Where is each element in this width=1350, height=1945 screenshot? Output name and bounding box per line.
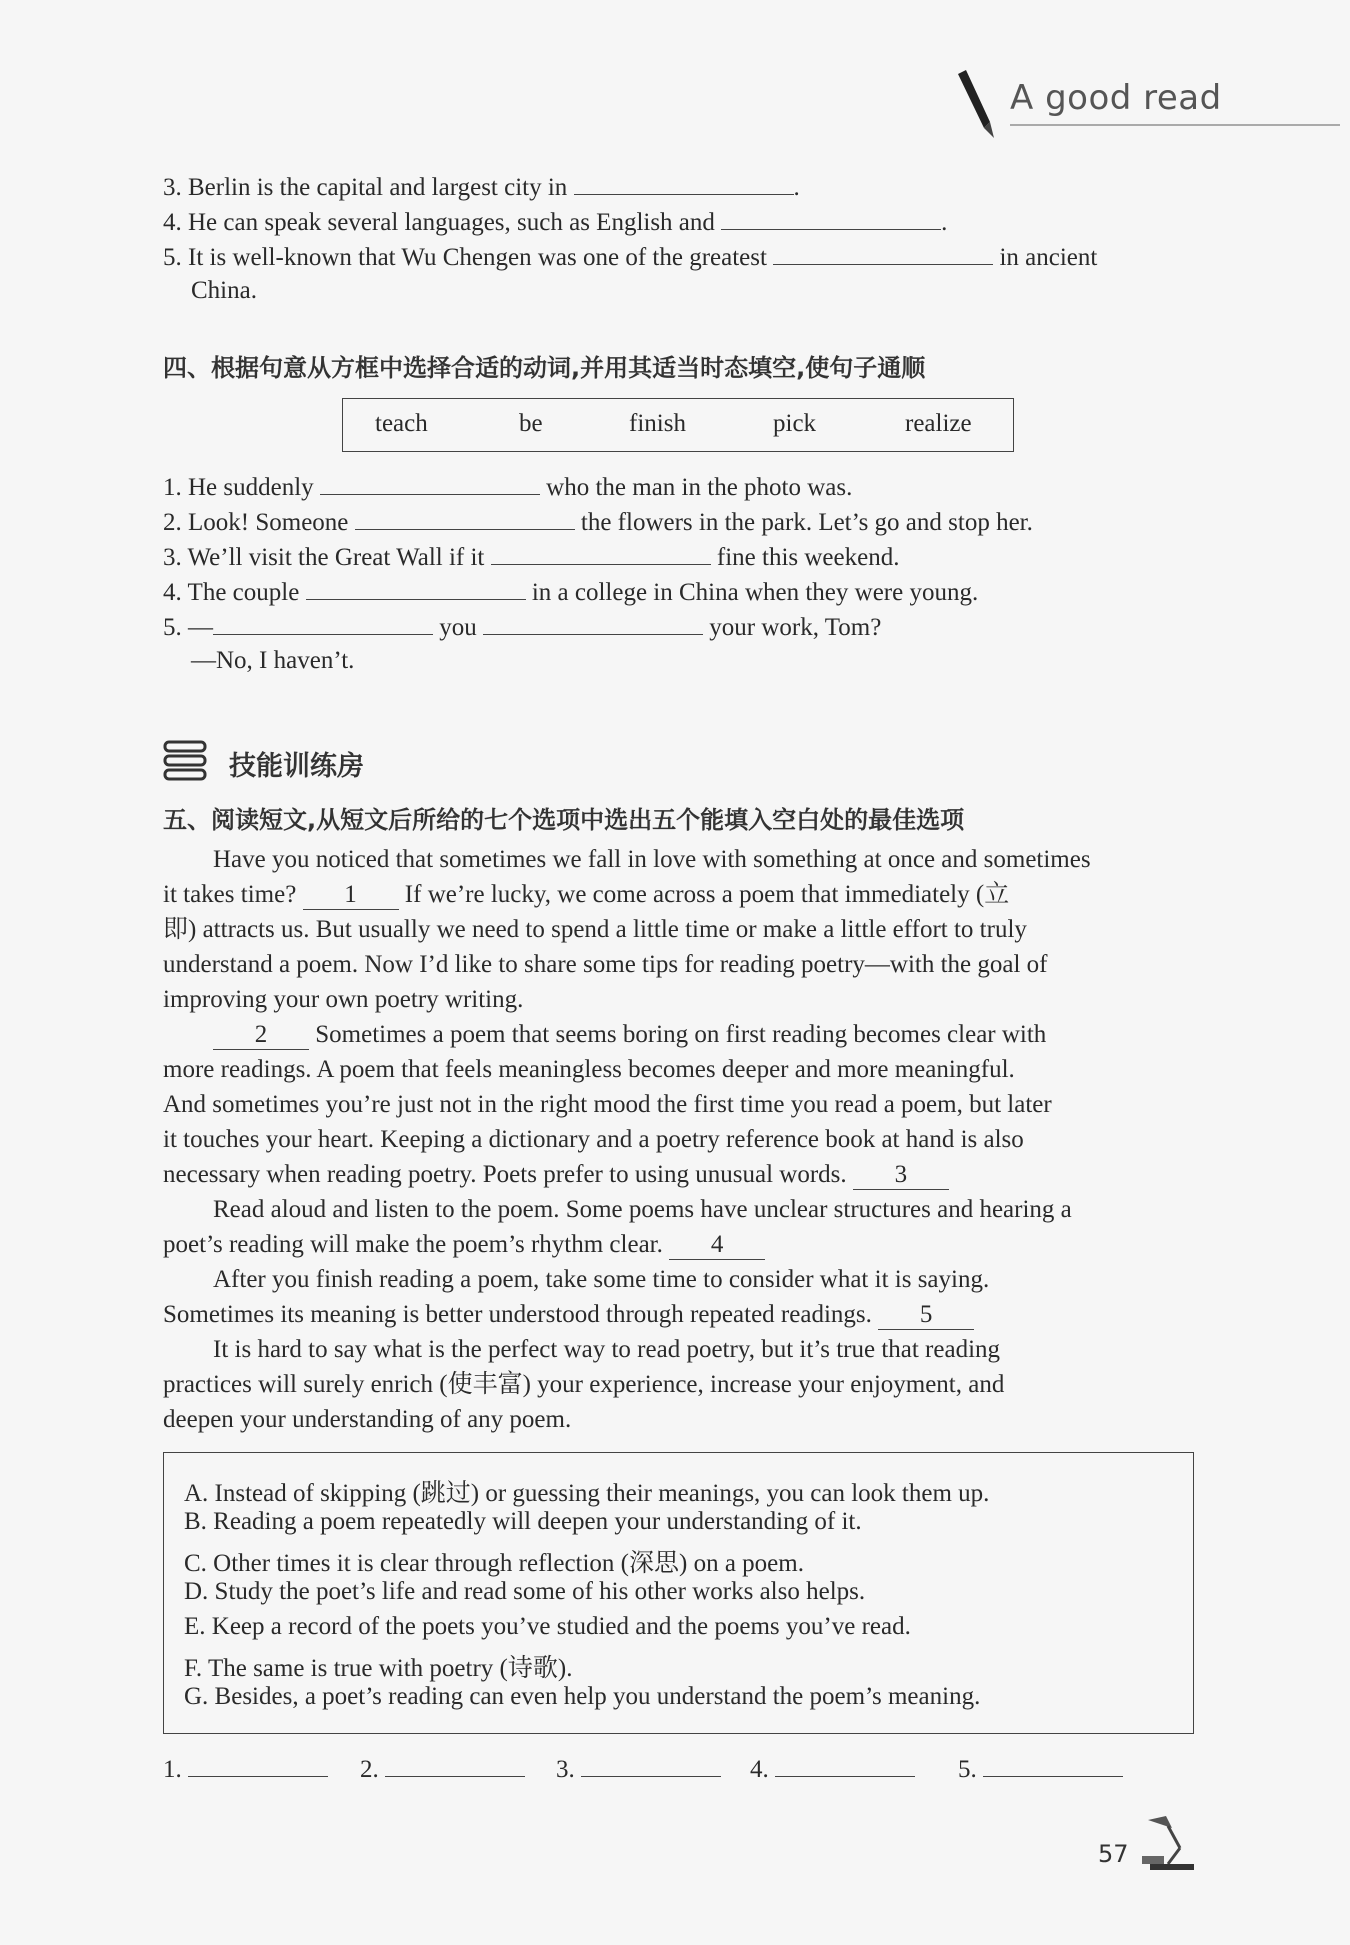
word-option: be	[519, 410, 543, 437]
answer-blank[interactable]	[983, 1750, 1123, 1777]
part4-title: 四、根据句意从方框中选择合适的动词,并用其适当时态填空,使句子通顺	[163, 354, 926, 382]
page-header	[950, 70, 1340, 130]
passage-line: it touches your heart. Keeping a dictionary and a poetry reference book at hand is also	[163, 1126, 1024, 1153]
answer-slot-5: 5.	[958, 1750, 1123, 1784]
header-rule	[1010, 124, 1340, 126]
answer-blank[interactable]	[491, 538, 711, 565]
passage-blank-1[interactable]: 1	[303, 881, 399, 910]
passage-line: it takes time? 1 If we’re lucky, we come across a poem that immediately (立	[163, 881, 1010, 908]
passage-line: Have you noticed that sometimes we fall in love with something at once and sometimes	[213, 846, 1091, 873]
option-d: D. Study the poet’s life and read some of his other works also helps.	[184, 1578, 866, 1605]
answer-blank[interactable]	[355, 503, 575, 530]
desk-lamp-icon	[1138, 1812, 1198, 1874]
answer-blank[interactable]	[773, 238, 993, 265]
word-option: teach	[375, 410, 428, 437]
skills-title: 技能训练房	[229, 751, 364, 782]
answer-slot-2: 2.	[360, 1750, 525, 1784]
passage-line: 2 Sometimes a poem that seems boring on first reading becomes clear with	[163, 1017, 1193, 1052]
answer-blank[interactable]	[483, 608, 703, 635]
word-box	[342, 398, 1014, 452]
option-f: F. The same is true with poetry (诗歌).	[184, 1655, 573, 1682]
part4-sentence-5: 5. — you your work, Tom?	[163, 608, 881, 645]
passage	[163, 842, 1193, 1437]
option-e: E. Keep a record of the poets you’ve studied and the poems you’ve read.	[184, 1613, 911, 1640]
answer-blank[interactable]	[320, 468, 540, 495]
header-title: A good read	[1010, 78, 1222, 118]
part4-sentence-3: 3. We’ll visit the Great Wall if it fine this weekend.	[163, 538, 899, 575]
word-option: finish	[629, 410, 686, 437]
answer-blank[interactable]	[574, 168, 794, 195]
answer-blank[interactable]	[188, 1750, 328, 1777]
pen-icon	[950, 70, 1010, 140]
passage-blank-4[interactable]: 4	[669, 1231, 765, 1260]
answer-slot-3: 3.	[556, 1750, 721, 1784]
part4-sentence-2: 2. Look! Someone the flowers in the park. Let’s go and stop her.	[163, 503, 1033, 540]
part4-sentence-4: 4. The couple in a college in China when they were young.	[163, 573, 978, 610]
passage-line: necessary when reading poetry. Poets prefer to using unusual words. 3	[163, 1157, 1193, 1192]
answer-slot-1: 1.	[163, 1750, 328, 1784]
answer-blank[interactable]	[775, 1750, 915, 1777]
passage-line: And sometimes you’re just not in the right mood the first time you read a poem, but later	[163, 1091, 1052, 1118]
passage-line: practices will surely enrich (使丰富) your experience, increase your enjoyment, and	[163, 1371, 1005, 1398]
passage-line: poet’s reading will make the poem’s rhythm clear. 4	[163, 1227, 1193, 1262]
passage-line: Read aloud and listen to the poem. Some poems have unclear structures and hearing a	[213, 1196, 1072, 1223]
part4-sentence-5-reply: —No, I haven’t.	[191, 647, 355, 674]
passage-blank-3[interactable]: 3	[853, 1161, 949, 1190]
page-number: 57	[1098, 1840, 1129, 1868]
part4-sentence-1: 1. He suddenly who the man in the photo was.	[163, 468, 852, 505]
word-option: realize	[905, 410, 972, 437]
exercise-line-4: 4. He can speak several languages, such as English and .	[163, 203, 947, 240]
passage-blank-2[interactable]: 2	[213, 1021, 309, 1050]
answer-blank[interactable]	[213, 608, 433, 635]
option-g: G. Besides, a poet’s reading can even help you understand the poem’s meaning.	[184, 1683, 981, 1710]
passage-line: 即) attracts us. But usually we need to spend a little time or make a little effort to truly	[163, 916, 1027, 943]
passage-line: After you finish reading a poem, take some time to consider what it is saying.	[213, 1266, 990, 1293]
option-c: C. Other times it is clear through reflection (深思) on a poem.	[184, 1550, 804, 1577]
options-box	[163, 1452, 1194, 1734]
answer-blank[interactable]	[581, 1750, 721, 1777]
skills-header	[163, 738, 463, 784]
book-stack-icon	[163, 738, 209, 784]
answer-slot-4: 4.	[750, 1750, 915, 1784]
passage-line: understand a poem. Now I’d like to share some tips for reading poetry—with the goal of	[163, 951, 1048, 978]
passage-line: It is hard to say what is the perfect way to read poetry, but it’s true that reading	[213, 1336, 1001, 1363]
passage-line: deepen your understanding of any poem.	[163, 1406, 572, 1433]
exercise-line-3: 3. Berlin is the capital and largest city in .	[163, 168, 800, 205]
exercise-line-5-cont: China.	[191, 277, 257, 304]
passage-line: improving your own poetry writing.	[163, 986, 524, 1013]
answer-blank[interactable]	[306, 573, 526, 600]
part5-title: 五、阅读短文,从短文后所给的七个选项中选出五个能填入空白处的最佳选项	[163, 806, 965, 834]
passage-line: more readings. A poem that feels meaningless becomes deeper and more meaningful.	[163, 1056, 1015, 1083]
option-b: B. Reading a poem repeatedly will deepen your understanding of it.	[184, 1508, 862, 1535]
option-a: A. Instead of skipping (跳过) or guessing their meanings, you can look them up.	[184, 1480, 990, 1507]
exercise-line-5: 5. It is well-known that Wu Chengen was one of the greatest in ancient	[163, 238, 1097, 275]
answer-blank[interactable]	[721, 203, 941, 230]
passage-line: Sometimes its meaning is better understood through repeated readings. 5	[163, 1297, 1193, 1332]
answer-blank[interactable]	[385, 1750, 525, 1777]
word-option: pick	[773, 410, 817, 437]
passage-blank-5[interactable]: 5	[878, 1301, 974, 1330]
